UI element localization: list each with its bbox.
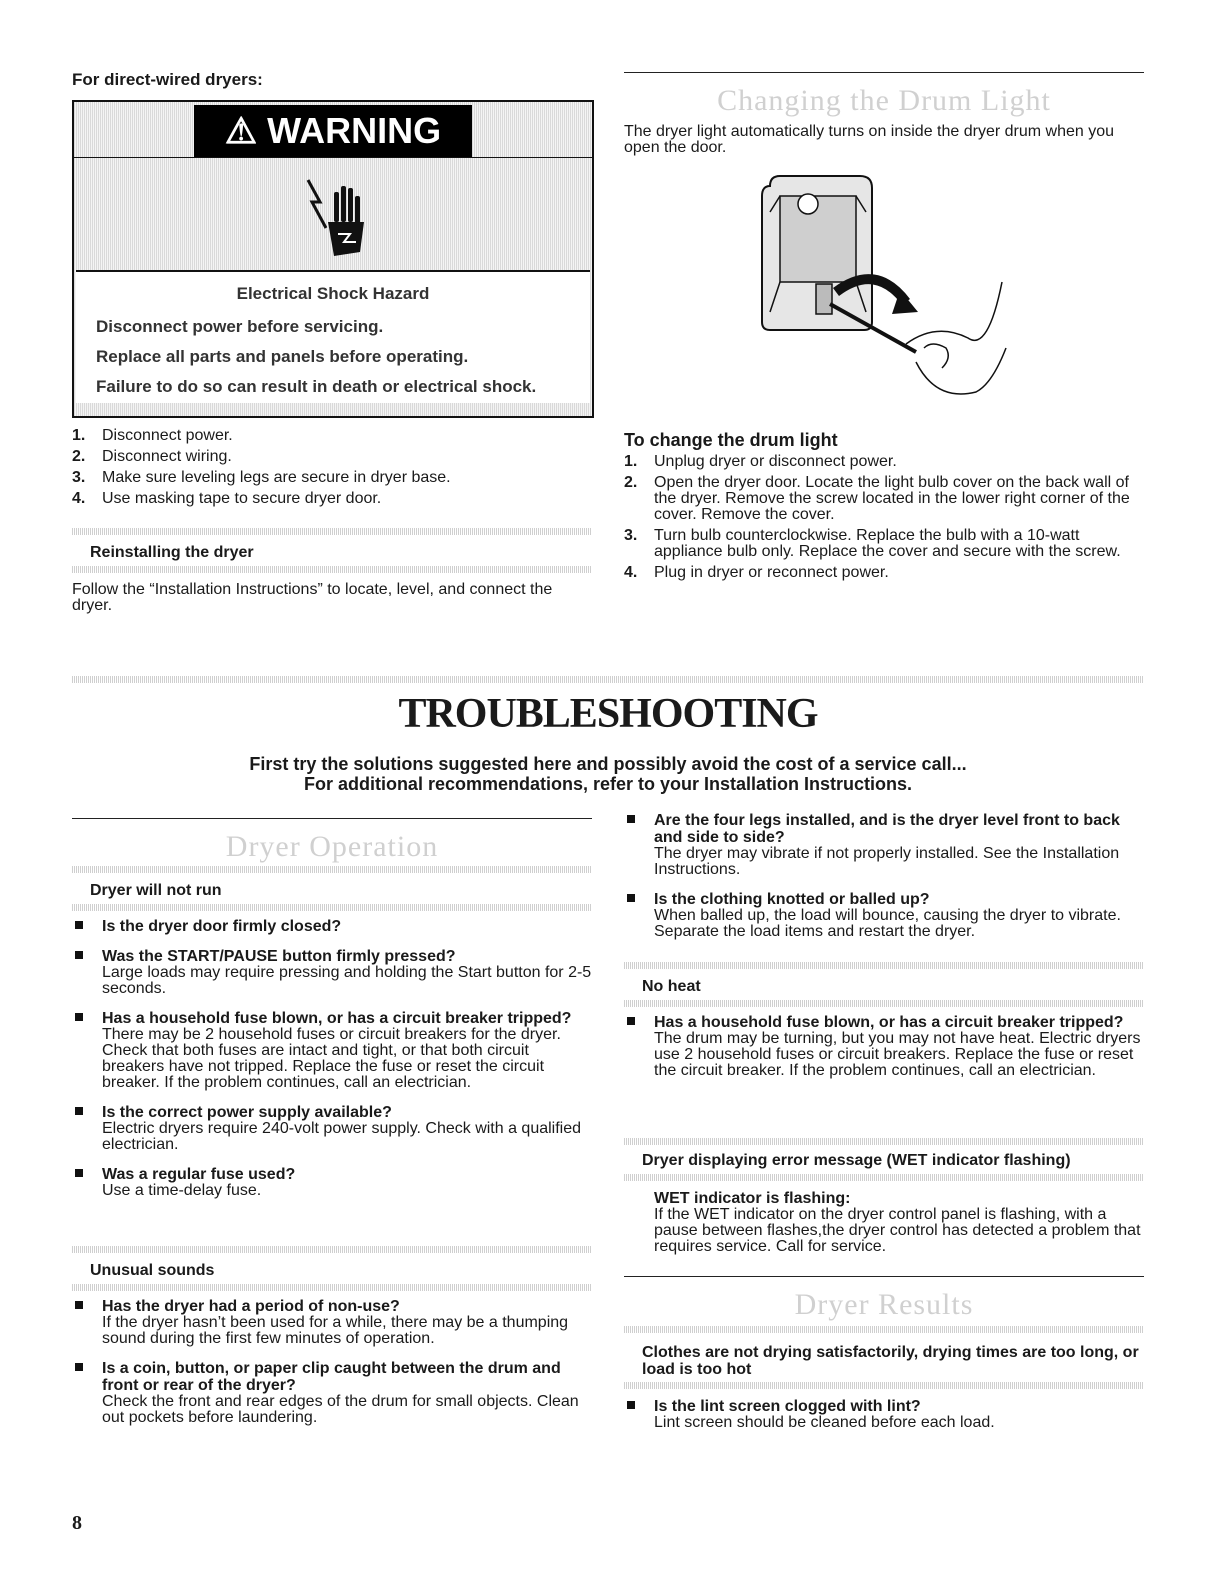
step-item	[72, 491, 592, 507]
section-rule	[624, 72, 1144, 73]
divider	[624, 962, 1144, 969]
step-number: 1.	[72, 427, 86, 444]
page-number: 8	[72, 1512, 82, 1534]
step-text: Make sure leveling legs are secure in dryer base.	[102, 469, 451, 486]
warning-lines	[76, 318, 590, 395]
bullet-icon	[75, 951, 83, 959]
reinstalling-text: Follow the “Installation Instructions” to locate, level, and connect the dryer.	[72, 581, 553, 614]
question: Are the four legs installed, and is the dryer level front to back and side to side?	[654, 812, 1120, 846]
bullet-icon	[75, 1169, 83, 1177]
question: Is the dryer door firmly closed?	[102, 918, 342, 935]
warning-line: Failure to do so can result in death or electrical shock.	[96, 377, 537, 396]
bullet-icon	[627, 1401, 635, 1409]
step-item	[72, 470, 592, 486]
troubleshooting-divider	[72, 676, 1144, 683]
drum-light-steps	[624, 454, 1144, 586]
bullet-icon	[627, 894, 635, 902]
warning-text-panel	[76, 270, 590, 403]
answer: If the dryer hasn’t been used for a while, there may be a thumping sound during the first few minutes of operation.	[102, 1314, 569, 1347]
question: Is the correct power supply available?	[102, 1104, 392, 1121]
bullet-icon	[627, 815, 635, 823]
divider	[72, 1284, 592, 1291]
answer: Use a time-delay fuse.	[102, 1182, 262, 1199]
divider	[72, 866, 592, 873]
divider	[624, 1138, 1144, 1145]
list-item	[72, 1298, 592, 1347]
question: Was a regular fuse used?	[102, 1166, 296, 1183]
question: Was the START/PAUSE button firmly pressed?	[102, 948, 456, 965]
bullet-icon	[627, 1017, 635, 1025]
direct-wired-steps	[72, 428, 592, 512]
no-heat-title: No heat	[642, 978, 701, 995]
answer: Lint screen should be cleaned before each load.	[654, 1414, 995, 1431]
question: Is a coin, button, or paper clip caught between the drum and front or rear of the dryer?	[102, 1360, 561, 1394]
warning-banner-text: WARNING	[267, 110, 442, 151]
list-item	[624, 1398, 1144, 1431]
section-rule	[72, 818, 592, 819]
dryer-results-list	[624, 1398, 1144, 1444]
hazard-title: Electrical Shock Hazard	[236, 284, 430, 303]
divider	[72, 566, 592, 573]
warning-triangle-icon: ⚠	[224, 110, 268, 151]
dryer-operation-title: Dryer Operation	[225, 830, 439, 863]
troubleshooting-subtitle-line: First try the solutions suggested here and possibly avoid the cost of a service call...	[249, 754, 967, 774]
answer: If the WET indicator on the dryer control panel is flashing, with a pause between flashes,the dryer control has detected a problem that requires service. Call for service.	[654, 1206, 1141, 1255]
divider	[624, 1326, 1144, 1333]
warning-line: Disconnect power before servicing.	[96, 317, 384, 336]
drum-light-intro: The dryer light automatically turns on inside the dryer drum when you open the door.	[624, 123, 1115, 156]
unusual-sounds-cont-list	[624, 812, 1144, 953]
unusual-sounds-title: Unusual sounds	[90, 1262, 215, 1279]
step-number: 4.	[624, 564, 638, 581]
unusual-sounds-list	[72, 1298, 592, 1439]
answer: The drum may be turning, but you may not have heat. Electric dryers use 2 household fuses or circuit breakers. Replace the fuse or reset the circuit breaker. If the problem continues, call an electrician.	[654, 1030, 1141, 1079]
question: WET indicator is flashing:	[654, 1190, 851, 1207]
question: Has a household fuse blown, or has a circuit breaker tripped?	[102, 1010, 572, 1027]
list-item	[72, 1360, 592, 1426]
answer: Check the front and rear edges of the drum for small objects. Clean out pockets before laundering.	[102, 1393, 579, 1426]
list-item	[72, 1166, 592, 1199]
list-item	[624, 1014, 1144, 1079]
step-number: 3.	[72, 469, 86, 486]
divider	[624, 1000, 1144, 1007]
bullet-icon	[75, 1107, 83, 1115]
step-text: Disconnect wiring.	[102, 448, 232, 465]
dryer-results-title: Dryer Results	[794, 1288, 974, 1321]
step-text: Use masking tape to secure dryer door.	[102, 490, 382, 507]
divider	[72, 904, 592, 911]
step-item	[624, 454, 1144, 470]
section-rule	[624, 1276, 1144, 1277]
shock-hazard-pictogram-area	[74, 158, 592, 270]
warning-line: Replace all parts and panels before operating.	[96, 347, 469, 366]
step-number: 1.	[624, 453, 638, 470]
step-item	[72, 428, 592, 444]
step-number: 2.	[624, 474, 638, 491]
step-number: 3.	[624, 527, 638, 544]
step-text: Unplug dryer or disconnect power.	[654, 453, 897, 470]
step-item	[624, 528, 1144, 560]
step-text: Open the dryer door. Locate the light bulb cover on the back wall of the dryer. Remove the screw located in the lower right corner of the cover. Remove the cover.	[654, 474, 1130, 523]
list-item	[624, 812, 1144, 878]
to-change-drum-light-heading: To change the drum light	[624, 430, 838, 450]
list-item	[72, 1104, 592, 1153]
bullet-icon	[75, 1013, 83, 1021]
step-number: 4.	[72, 490, 86, 507]
step-item	[624, 565, 1144, 581]
warning-box	[72, 100, 594, 418]
answer: When balled up, the load will bounce, causing the dryer to vibrate. Separate the load items and restart the dryer.	[654, 907, 1121, 940]
question: Has the dryer had a period of non-use?	[102, 1298, 400, 1315]
clothes-not-drying-title: Clothes are not drying satisfactorily, drying times are too long, or load is too hot	[642, 1344, 1139, 1378]
changing-drum-light-title: Changing the Drum Light	[717, 84, 1051, 117]
wet-indicator-item	[654, 1190, 1144, 1255]
troubleshooting-subtitle	[72, 754, 1144, 794]
answer: Electric dryers require 240-volt power supply. Check with a qualified electrician.	[102, 1120, 582, 1153]
step-item	[624, 475, 1144, 523]
divider	[72, 528, 592, 535]
electric-shock-hand-icon	[298, 172, 368, 268]
list-item	[72, 1010, 592, 1091]
list-item	[624, 891, 1144, 940]
step-number: 2.	[72, 448, 86, 465]
divider	[624, 1174, 1144, 1181]
bullet-icon	[75, 921, 83, 929]
answer: Large loads may require pressing and holding the Start button for 2-5 seconds.	[102, 964, 592, 997]
bullet-icon	[75, 1301, 83, 1309]
step-text: Disconnect power.	[102, 427, 233, 444]
will-not-run-list	[72, 918, 592, 1212]
step-text: Plug in dryer or reconnect power.	[654, 564, 889, 581]
answer: The dryer may vibrate if not properly installed. See the Installation Instructions.	[654, 845, 1120, 878]
answer: There may be 2 household fuses or circuit breakers for the dryer. Check that both fuses are intact and tight, or that both circuit breakers have not tripped. Replace the fuse or reset the circuit breaker. If the problem continues, call an electrician.	[102, 1026, 561, 1091]
troubleshooting-title: TROUBLESHOOTING	[398, 691, 818, 737]
step-item	[72, 449, 592, 465]
step-text: Turn bulb counterclockwise. Replace the bulb with a 10-watt appliance bulb only. Replace the cover and secure with the screw.	[654, 527, 1121, 560]
bullet-icon	[75, 1363, 83, 1371]
question: Is the clothing knotted or balled up?	[654, 891, 930, 908]
error-message-title: Dryer displaying error message (WET indicator flashing)	[642, 1152, 1071, 1169]
drum-light-cover-illustration	[756, 172, 1016, 404]
question: Is the lint screen clogged with lint?	[654, 1398, 921, 1415]
list-item	[72, 918, 592, 935]
no-heat-list	[624, 1014, 1144, 1092]
divider	[624, 1382, 1144, 1389]
will-not-run-title: Dryer will not run	[90, 882, 222, 899]
list-item	[72, 948, 592, 997]
divider	[72, 1246, 592, 1253]
warning-banner	[194, 105, 472, 157]
question: Has a household fuse blown, or has a circuit breaker tripped?	[654, 1014, 1124, 1031]
reinstalling-title: Reinstalling the dryer	[90, 544, 254, 561]
direct-wired-heading: For direct-wired dryers:	[72, 70, 263, 89]
troubleshooting-subtitle-line: For additional recommendations, refer to your Installation Instructions.	[303, 774, 913, 794]
